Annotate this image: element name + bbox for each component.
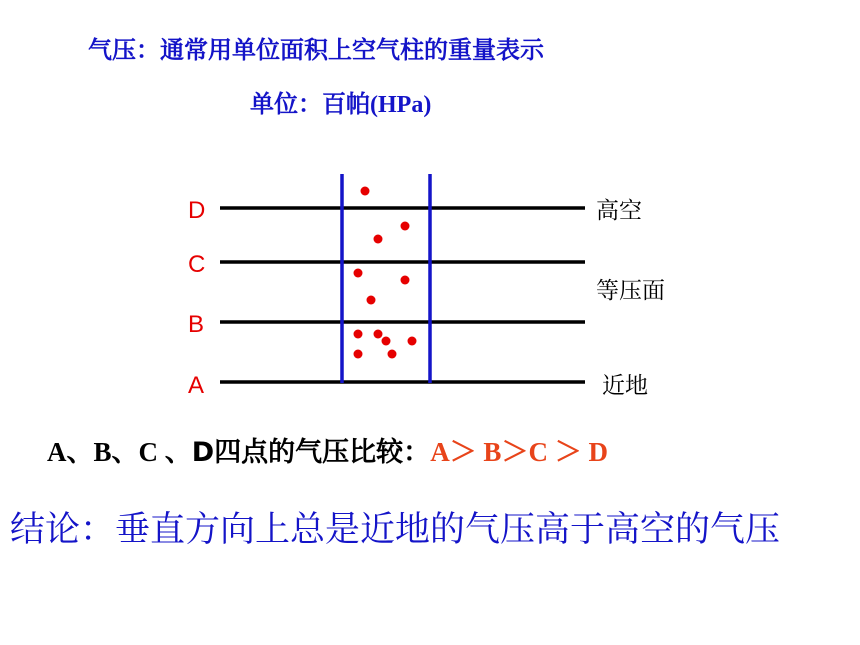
point-label-d: D: [188, 197, 206, 224]
comparison-prefix-latin: A、B、C 、: [47, 437, 192, 467]
level-label-isobaric-surface: 等压面: [596, 278, 665, 304]
air-particle: [367, 296, 376, 305]
point-label-c: C: [188, 251, 206, 278]
air-particle: [382, 337, 391, 346]
conclusion-text: 结论：垂直方向上总是近地的气压高于高空的气压: [10, 510, 781, 550]
page-title: 气压：通常用单位面积上空气柱的重量表示: [88, 36, 544, 64]
comparison-prefix-d: D: [191, 437, 215, 468]
air-particle: [401, 276, 410, 285]
air-particle: [374, 235, 383, 244]
point-label-b: B: [188, 311, 205, 338]
air-particle: [361, 187, 370, 196]
air-particle: [354, 350, 363, 359]
comparison-prefix-cn: 四点的气压比较：: [214, 437, 431, 468]
air-particle: [354, 269, 363, 278]
air-particles: [354, 187, 417, 359]
air-particle: [401, 222, 410, 231]
air-particle: [388, 350, 397, 359]
pressure-comparison: [47, 430, 608, 469]
unit-label-cn: 单位：百帕: [250, 90, 370, 118]
air-particle: [354, 330, 363, 339]
unit-label-en: (HPa): [370, 92, 432, 118]
level-label-near-ground: 近地: [602, 373, 648, 399]
comparison-result: A＞ B＞C ＞ D: [430, 437, 608, 467]
air-particle: [408, 337, 417, 346]
point-label-a: A: [188, 372, 205, 399]
level-label-high-altitude: 高空: [596, 198, 642, 224]
air-particle: [374, 330, 383, 339]
